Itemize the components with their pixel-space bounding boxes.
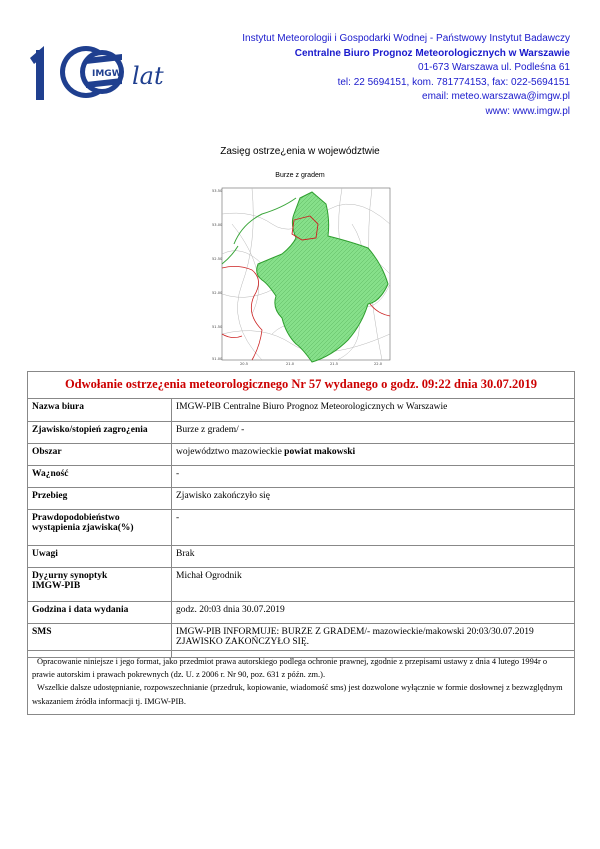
row-value-issued: godz. 20:03 dnia 30.07.2019 (172, 601, 575, 623)
row-value-area (172, 443, 575, 465)
institute-name: Instytut Meteorologii i Gospodarki Wodnej - Państwowy Instytut Badawczy (242, 33, 570, 44)
svg-text:53.50: 53.50 (212, 189, 223, 193)
logo-text: lat (132, 62, 164, 90)
svg-text:21.5: 21.5 (330, 362, 339, 366)
copyright-notice (27, 650, 575, 715)
row-value-validity: - (172, 465, 575, 487)
table-row (28, 465, 574, 487)
warning-map (212, 184, 394, 368)
map-x-axis (240, 362, 383, 366)
svg-text:22.0: 22.0 (374, 362, 383, 366)
row-value-probability: - (172, 509, 575, 545)
svg-text:53.00: 53.00 (212, 223, 223, 227)
row-value-phenomenon: Burze z gradem/ - (172, 421, 575, 443)
row-label-phenomenon: Zjawisko/stopień zagro¿enia (28, 421, 172, 443)
bureau-name: Centralne Biuro Prognoz Meteorologicznych w Warszawie (294, 47, 570, 59)
table-row (28, 421, 574, 443)
row-label-sms: SMS (28, 623, 172, 657)
imgw-100-lat-logo (30, 36, 180, 106)
distribution-paragraph: Wszelkie dalsze udostępnianie, rozpowszechnianie (przedruk, kopiowanie, wiadomość sms) jest dozwolone wyłącznie w formie dosłownej z bezwzględnym wskazaniem źródła informacji tj. IMGW-PIB. (32, 683, 563, 706)
row-label-notes: Uwagi (28, 545, 172, 567)
phone: tel: 22 5694151, kom. 781774153, fax: 022-5694151 (337, 76, 570, 88)
row-label-probability: Prawdopodobieństwo wystąpienia zjawiska(%) (28, 509, 172, 545)
table-row (28, 601, 574, 623)
svg-text:51.50: 51.50 (212, 325, 223, 329)
copyright-paragraph: Opracowanie niniejsze i jego format, jako przedmiot prawa autorskiego podlega ochronie prawnej, zgodnie z przepisami ustawy z dnia 4 lutego 1994r o prawie autorskim i prawach pokrewnych (dz. U. z 2006 r. Nr 90, poz. 631 z późn. zm.). (32, 657, 548, 680)
map-title: Zasięg ostrze¿enia w województwie (220, 146, 380, 157)
row-label-validity: Wa¿ność (28, 465, 172, 487)
logo-badge: IMGW (92, 69, 122, 79)
warning-table (28, 399, 574, 657)
svg-text:21.0: 21.0 (286, 362, 295, 366)
warning-banner: Odwołanie ostrze¿enia meteorologicznego Nr 57 wydanego o godz. 09:22 dnia 30.07.2019 (28, 372, 574, 399)
area-district: powiat makowski (284, 446, 356, 457)
row-label-area: Obszar (28, 443, 172, 465)
row-value-course: Zjawisko zakończyło się (172, 487, 575, 509)
row-label-synoptic: Dy¿urny synoptyk IMGW-PIB (28, 567, 172, 601)
warning-panel (27, 371, 575, 658)
svg-text:51.00: 51.00 (212, 357, 223, 361)
svg-text:52.00: 52.00 (212, 291, 223, 295)
address: 01-673 Warszawa ul. Podleśna 61 (418, 62, 570, 74)
table-row (28, 545, 574, 567)
email[interactable]: email: meteo.warszawa@imgw.pl (422, 91, 570, 103)
row-value-synoptic: Michał Ogrodnik (172, 567, 575, 601)
row-value-office: IMGW-PIB Centralne Biuro Prognoz Meteorologicznych w Warszawie (172, 399, 575, 421)
row-value-notes: Brak (172, 545, 575, 567)
table-row (28, 567, 574, 601)
table-row (28, 509, 574, 545)
row-label-course: Przebieg (28, 487, 172, 509)
svg-text:20.5: 20.5 (240, 362, 249, 366)
map-subtitle: Burze z gradem (275, 172, 325, 179)
row-label-office: Nazwa biura (28, 399, 172, 421)
table-row (28, 443, 574, 465)
area-voivodeship: województwo mazowieckie (176, 446, 285, 457)
row-label-issued: Godzina i data wydania (28, 601, 172, 623)
svg-text:52.50: 52.50 (212, 257, 223, 261)
table-row (28, 399, 574, 421)
map-y-axis (212, 189, 223, 361)
table-row (28, 487, 574, 509)
institute-header (210, 32, 570, 120)
row-value-sms: IMGW-PIB INFORMUJE: BURZE Z GRADEM/- mazowieckie/makowski 20:03/30.07.2019 ZJAWISKO ZAKOŃCZYŁO SIĘ. (172, 623, 575, 657)
website[interactable]: www: www.imgw.pl (485, 105, 570, 117)
